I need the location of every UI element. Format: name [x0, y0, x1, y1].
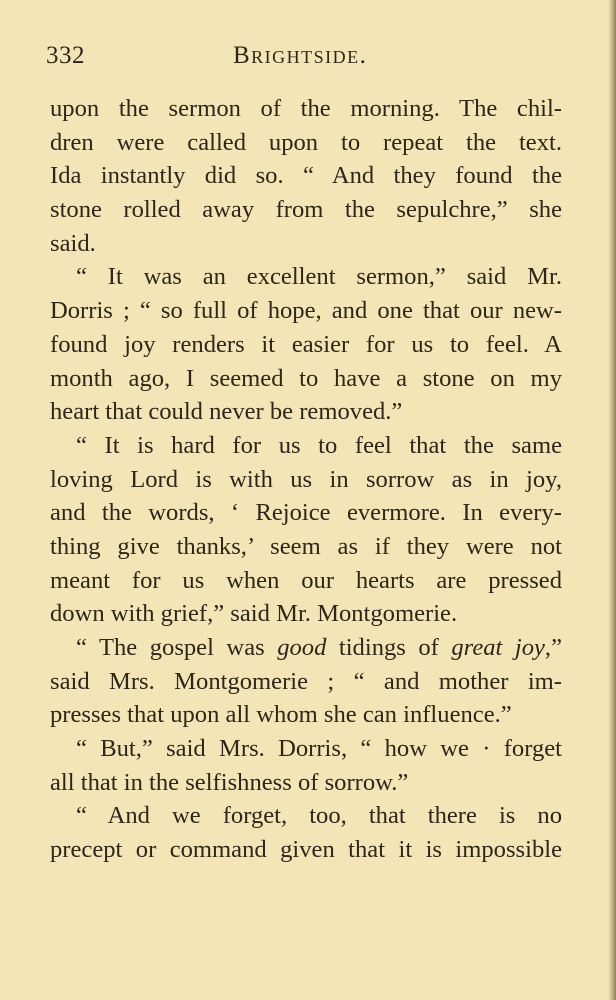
body-text [50, 92, 562, 867]
italic-great-joy: great joy [451, 634, 545, 661]
text-line: Dorris ; “ so full of hope, and one that our new- [50, 297, 562, 325]
text-line: heart that could never be removed.” [50, 398, 403, 426]
running-head [0, 42, 616, 74]
text-line: precept or command given that it is impossible [50, 836, 562, 864]
text-line: “ And we forget, too, that there is no [76, 802, 562, 830]
text-line: upon the sermon of the morning. The chil- [50, 95, 562, 122]
text-line: month ago, I seemed to have a stone on my [50, 364, 562, 392]
text-line: dren were called upon to repeat the text. [50, 128, 562, 156]
text-line: said. [50, 229, 96, 257]
text-line: stone rolled away from the sepulchre,” she [50, 196, 562, 224]
text-line: and the words, ‘ Rejoice evermore. In every- [50, 499, 562, 527]
text-line: down with grief,” said Mr. Montgomerie. [50, 600, 458, 628]
text-line: Ida instantly did so. “ And they found the [50, 162, 562, 190]
running-title: Brightside. [233, 42, 368, 69]
text-segment: ,” [544, 634, 562, 661]
text-line [50, 631, 562, 665]
text-segment: “ The gospel was [76, 634, 278, 661]
text-line: thing give thanks,’ seem as if they were not [50, 532, 562, 560]
text-line: “ But,” said Mrs. Dorris, “ how we · forget [76, 735, 562, 763]
text-line: “ It was an excellent sermon,” said Mr. [76, 263, 562, 291]
text-line: presses that upon all whom she can influence.” [50, 701, 512, 729]
text-line: meant for us when our hearts are pressed [50, 566, 562, 594]
page-number: 332 [46, 42, 85, 69]
text-line: all that in the selfishness of sorrow.” [50, 768, 409, 796]
text-line: said Mrs. Montgomerie ; “ and mother im- [50, 667, 562, 695]
text-line: found joy renders it easier for us to feel. A [50, 330, 562, 358]
italic-good: good [277, 634, 327, 661]
text-line: loving Lord is with us in sorrow as in joy, [50, 465, 562, 493]
page-edge-shadow [608, 0, 616, 1000]
text-line: “ It is hard for us to feel that the same [76, 431, 562, 459]
text-segment: tidings of [326, 634, 452, 661]
